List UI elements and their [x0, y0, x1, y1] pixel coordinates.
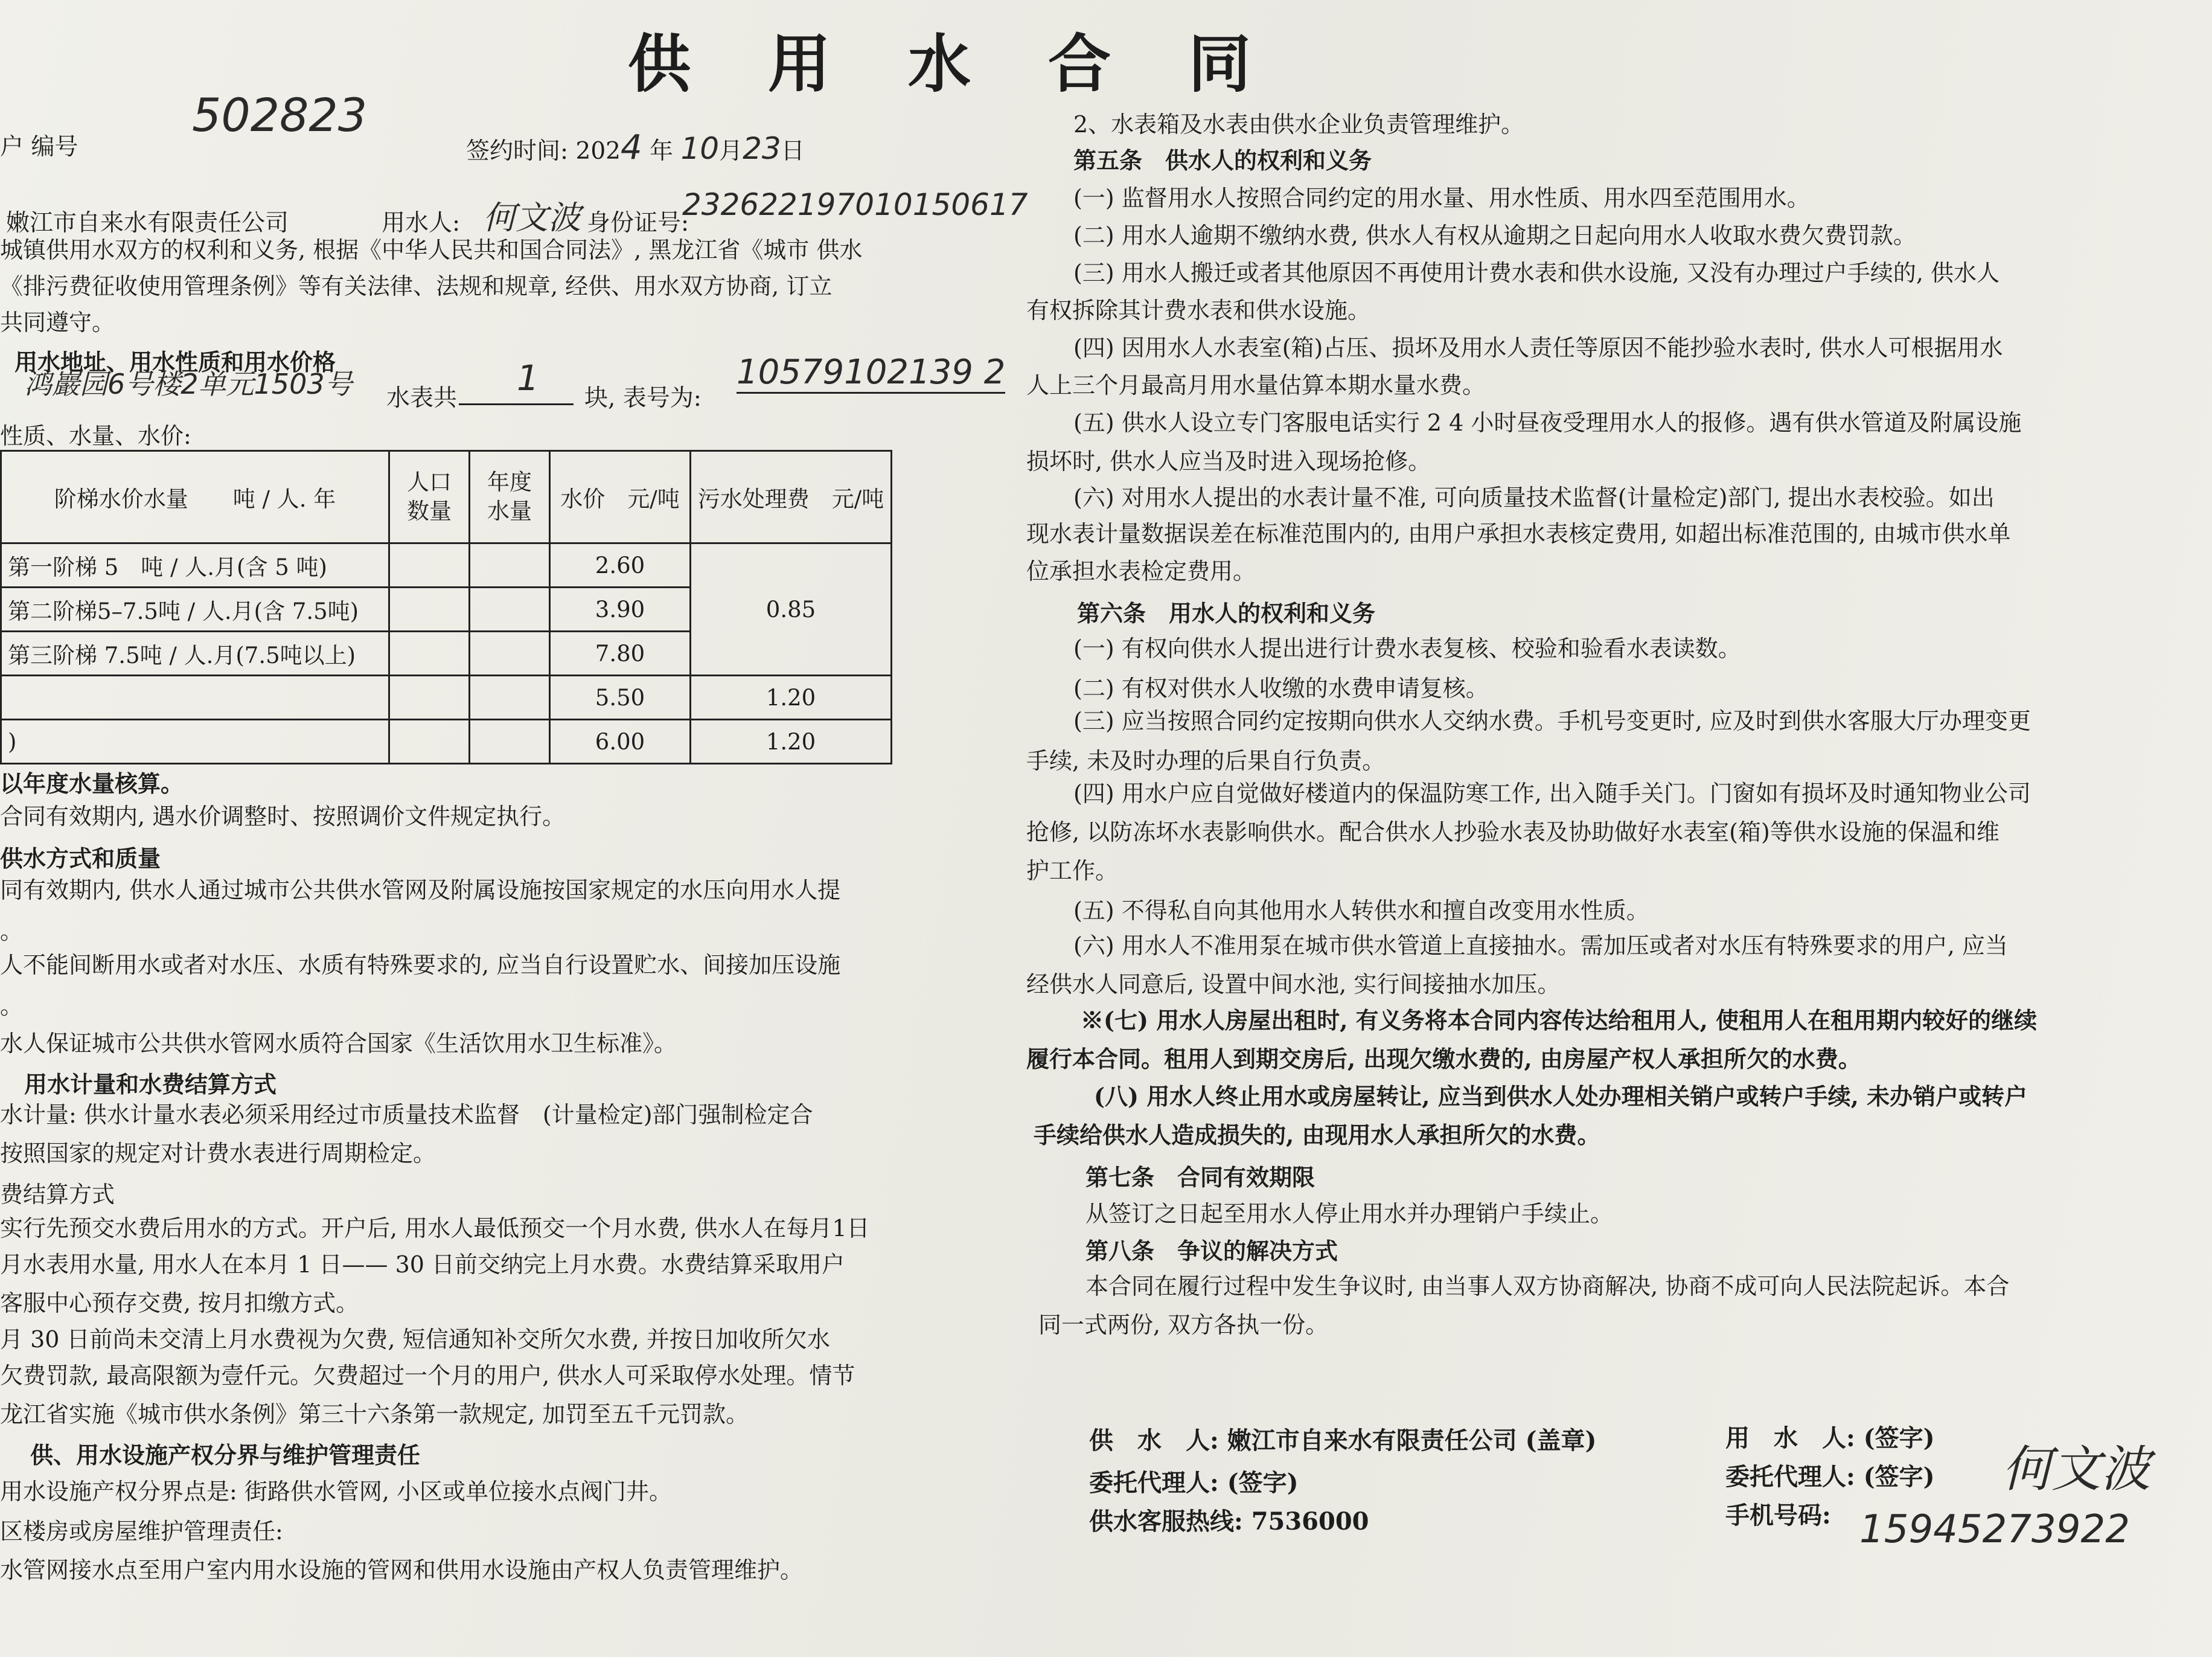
sign-date-label: 签约时间: 202: [466, 138, 621, 165]
body-line: (八) 用水人终止用水或房屋转让, 应当到供水人处办理相关销户或转户手续, 未办销户或转户: [1094, 1083, 2028, 1110]
sign-year-digit: 4: [620, 128, 642, 167]
body-line: ※(七) 用水人房屋出租时, 有义务将本合同内容传达给租用人, 使租用人在租用期内较好的继续: [1081, 1007, 2038, 1034]
user-name: 何文波: [483, 199, 581, 237]
tier-label: 第一阶梯 5 吨 / 人.月(含 5 吨): [1, 543, 389, 588]
table-header: 污水处理费 元/吨: [691, 451, 892, 543]
tier-label: [1, 676, 389, 720]
supplier-agent-line: 委托代理人: (签字): [1089, 1469, 1299, 1497]
body-line: 按照国家的规定对计费水表进行周期检定。: [0, 1140, 436, 1167]
table-header: 人口数量: [389, 451, 470, 543]
sewage-fee: 1.20: [691, 720, 892, 764]
body-line: 本合同在履行过程中发生争议时, 由当事人双方协商解决, 协商不成可向人民法院起诉。本合: [1085, 1273, 2010, 1300]
body-line: (三) 应当按照合同约定按期向供水人交纳水费。手机号变更时, 应及时到供水客服大厅办理变更: [1073, 708, 2031, 734]
sign-date: [466, 128, 805, 167]
body-line: 同有效期内, 供水人通过城市公共供水管网及附属设施按国家规定的水压向用水人提: [0, 877, 841, 903]
section-heading: 用水计量和水费结算方式: [24, 1071, 277, 1098]
body-line: (六) 用水人不准用泵在城市供水管道上直接抽水。需加压或者对水压有特殊要求的用户, 应当: [1073, 932, 2008, 959]
body-line: (五) 不得私自向其他用水人转供水和擅自改变用水性质。: [1073, 897, 1649, 924]
address-handwritten: 鸿巖园6号楼2单元1503号: [24, 368, 353, 400]
body-line: 人上三个月最高月用水量估算本期水量水费。: [1026, 372, 1486, 399]
intro-line: 《排污费征收使用管理条例》等有关法律、法规和规章, 经供、用水双方协商, 订立: [0, 273, 833, 300]
supplier-name: 嫩江市自来水有限责任公司: [6, 210, 289, 237]
body-line: 水人保证城市公共供水管网水质符合国家《生活饮用水卫生标准》。: [0, 1030, 677, 1057]
meter-count-label: 水表共: [386, 385, 458, 412]
nature-label: 性质、水量、水价:: [0, 423, 191, 449]
body-line: 费结算方式: [0, 1181, 115, 1208]
body-line: 护工作。: [1026, 857, 1119, 884]
body-line: (五) 供水人设立专门客服电话实行 2 4 小时昼夜受理用水人的报修。遇有供水管道及附属设施: [1073, 409, 2022, 436]
body-line: 有权拆除其计费水表和供水设施。: [1026, 297, 1371, 324]
user-agent-line: 委托代理人: (签字): [1725, 1463, 1935, 1491]
meter-count-field: [459, 357, 574, 405]
body-line: (六) 对用水人提出的水表计量不准, 可向质量技术监督(计量检定)部门, 提出水表校验。如出: [1073, 484, 1995, 511]
water-price: 7.80: [550, 632, 691, 676]
title-char: 用: [768, 27, 837, 101]
intro-line: 城镇供用水双方的权利和义务, 根据《中华人民共和国合同法》, 黑龙江省《城市 供水: [0, 237, 863, 263]
body-line: 履行本合同。租用人到期交房后, 出现欠缴水费的, 由房屋产权人承担所欠的水费。: [1026, 1045, 1861, 1072]
section-heading: 供、用水设施产权分界与维护管理责任: [30, 1441, 421, 1469]
water-price: 6.00: [550, 720, 691, 764]
body-line: 从签订之日起至用水人停止用水并办理销户手续止。: [1085, 1200, 1614, 1227]
body-line: 人不能间断用水或者对水压、水质有特殊要求的, 应当自行设置贮水、间接加压设施: [0, 952, 841, 978]
body-line: 2、水表箱及水表由供水企业负责管理维护。: [1073, 111, 1524, 138]
year-char: 年: [650, 138, 674, 165]
article-heading: 第六条 用水人的权利和义务: [1077, 600, 1376, 627]
body-line: 欠费罚款, 最高限额为壹仟元。欠费超过一个月的用户, 供水人可采取停水处理。情节: [0, 1362, 855, 1389]
sewage-fee: 0.85: [691, 543, 892, 676]
tier-label: 第二阶梯5–7.5吨 / 人.月(含 7.5吨): [1, 588, 389, 632]
table-header: 阶梯水价水量 吨 / 人. 年: [1, 451, 389, 543]
body-line: (四) 用水户应自觉做好楼道内的保温防寒工作, 出入随手关门。门窗如有损坏及时通知物业公司: [1073, 780, 2031, 807]
body-line: 龙江省实施《城市供水条例》第三十六条第一款规定, 加罚至五千元罚款。: [0, 1401, 749, 1428]
table-row: [1, 676, 892, 720]
intro-line: 共同遵守。: [0, 309, 115, 336]
sign-day: 23: [743, 131, 781, 166]
tier-label: 第三阶梯 7.5吨 / 人.月(7.5吨以上): [1, 632, 389, 676]
body-line: 抢修, 以防冻坏水表影响供水。配合供水人抄验水表及协助做好水表室(箱)等供水设施的保温和维: [1026, 819, 1999, 845]
body-line: 水管网接水点至用户室内用水设施的管网和供用水设施由产权人负责管理维护。: [0, 1557, 804, 1583]
article-heading: 第八条 争议的解决方式: [1085, 1237, 1338, 1264]
supplier-signature-line: 供 水 人: 嫩江市自来水有限责任公司 (盖章): [1089, 1426, 1597, 1455]
body-line: 损坏时, 供水人应当及时进入现场抢修。: [1026, 448, 1431, 475]
body-line: 用水设施产权分界点是: 街路供水管网, 小区或单位接水点阀门井。: [0, 1478, 673, 1505]
body-line: 实行先预交水费后用水的方式。开户后, 用水人最低预交一个月水费, 供水人在每月1日: [0, 1215, 870, 1242]
sign-month: 10: [680, 131, 720, 166]
body-line: 手续, 未及时办理的后果自行负责。: [1026, 748, 1386, 774]
body-line: (一) 监督用水人按照合同约定的用水量、用水性质、用水四至范围用水。: [1073, 185, 1810, 211]
sewage-fee: 1.20: [691, 676, 892, 720]
title-char: 供: [628, 27, 697, 101]
id-number: 232622197010150617: [682, 187, 1028, 222]
body-line: 。: [0, 993, 24, 1019]
table-header-row: [1, 451, 892, 543]
user-signature-line: 用 水 人: (签字): [1725, 1424, 1935, 1452]
body-line: (二) 有权对供水人收缴的水费申请复核。: [1073, 675, 1489, 702]
body-line: 水计量: 供水计量水表必须采用经过市质量技术监督 (计量检定)部门强制检定合: [0, 1101, 813, 1128]
meter-number-label: 块, 表号为:: [584, 385, 702, 412]
month-char: 月: [719, 138, 743, 165]
tier-label: ): [1, 720, 389, 764]
section-heading: 供水方式和质量: [0, 845, 161, 872]
account-number: 502823: [192, 88, 368, 142]
water-price: 3.90: [550, 588, 691, 632]
water-price: 2.60: [550, 543, 691, 588]
body-line: 位承担水表检定费用。: [1026, 558, 1256, 585]
title-char: 水: [908, 27, 977, 101]
body-line: 现水表计量数据误差在标准范围内的, 由用户承担水表核定费用, 如超出标准范围的, 由城市供水单: [1026, 521, 2011, 547]
title-char: 合: [1048, 27, 1117, 101]
body-line: 区楼房或房屋维护管理责任:: [0, 1518, 283, 1545]
table-row: [1, 543, 892, 588]
body-line: 手续给供水人造成损失的, 由现用水人承担所欠的水费。: [1034, 1121, 1600, 1149]
body-line: 月水表用水量, 用水人在本月 1 日—— 30 日前交纳完上月水费。水费结算采取用户: [0, 1251, 845, 1278]
title-char: 同: [1188, 27, 1258, 101]
body-line: (三) 用水人搬迁或者其他原因不再使用计费水表和供水设施, 又没有办理过户手续的, 供水人: [1073, 260, 2000, 286]
body-line: 月 30 日前尚未交清上月水费视为欠费, 短信通知补交所欠水费, 并按日加收所欠水: [0, 1326, 830, 1353]
phone-label: 手机号码:: [1725, 1501, 1831, 1530]
body-line: (二) 用水人逾期不缴纳水费, 供水人有权从逾期之日起向用水人收取水费欠费罚款。: [1073, 222, 1916, 249]
body-line: (一) 有权向供水人提出进行计费水表复核、校验和验看水表读数。: [1073, 635, 1741, 662]
phone-number: 15945273922: [1859, 1507, 2130, 1552]
body-line: 合同有效期内, 遇水价调整时、按照调价文件规定执行。: [0, 803, 566, 830]
water-price: 5.50: [550, 676, 691, 720]
body-line: 同一式两份, 双方各执一份。: [1038, 1312, 1329, 1338]
table-header: 水价 元/吨: [550, 451, 691, 543]
table-header: 年度水量: [470, 451, 550, 543]
hotline: 供水客服热线: 7536000: [1089, 1507, 1369, 1536]
user-signature: 何文波: [2002, 1441, 2150, 1498]
body-line: 以年度水量核算。: [0, 770, 184, 797]
article-heading: 第五条 供水人的权利和义务: [1073, 147, 1372, 174]
body-line: (四) 因用水人水表室(箱)占压、损坏及用水人责任等原因不能抄验水表时, 供水人可根据用水: [1073, 335, 2003, 361]
day-char: 日: [781, 138, 805, 165]
id-label: 身份证号:: [587, 210, 689, 237]
meter-number: 10579102139 2: [737, 353, 1005, 394]
price-table: [0, 450, 892, 764]
body-line: 客服中心预存交费, 按月扣缴方式。: [0, 1290, 359, 1316]
page-title: [628, 13, 1257, 104]
body-line: 。: [0, 918, 24, 944]
table-row: [1, 720, 892, 764]
body-line: 经供水人同意后, 设置中间水池, 实行间接抽水加压。: [1026, 971, 1561, 998]
meter-count: 1: [517, 357, 539, 399]
account-label: 户 编号: [0, 133, 78, 161]
user-label: 用水人:: [382, 210, 461, 237]
section-heading: 用水地址、用水性质和用水价格: [14, 348, 336, 376]
article-heading: 第七条 合同有效期限: [1085, 1164, 1315, 1191]
